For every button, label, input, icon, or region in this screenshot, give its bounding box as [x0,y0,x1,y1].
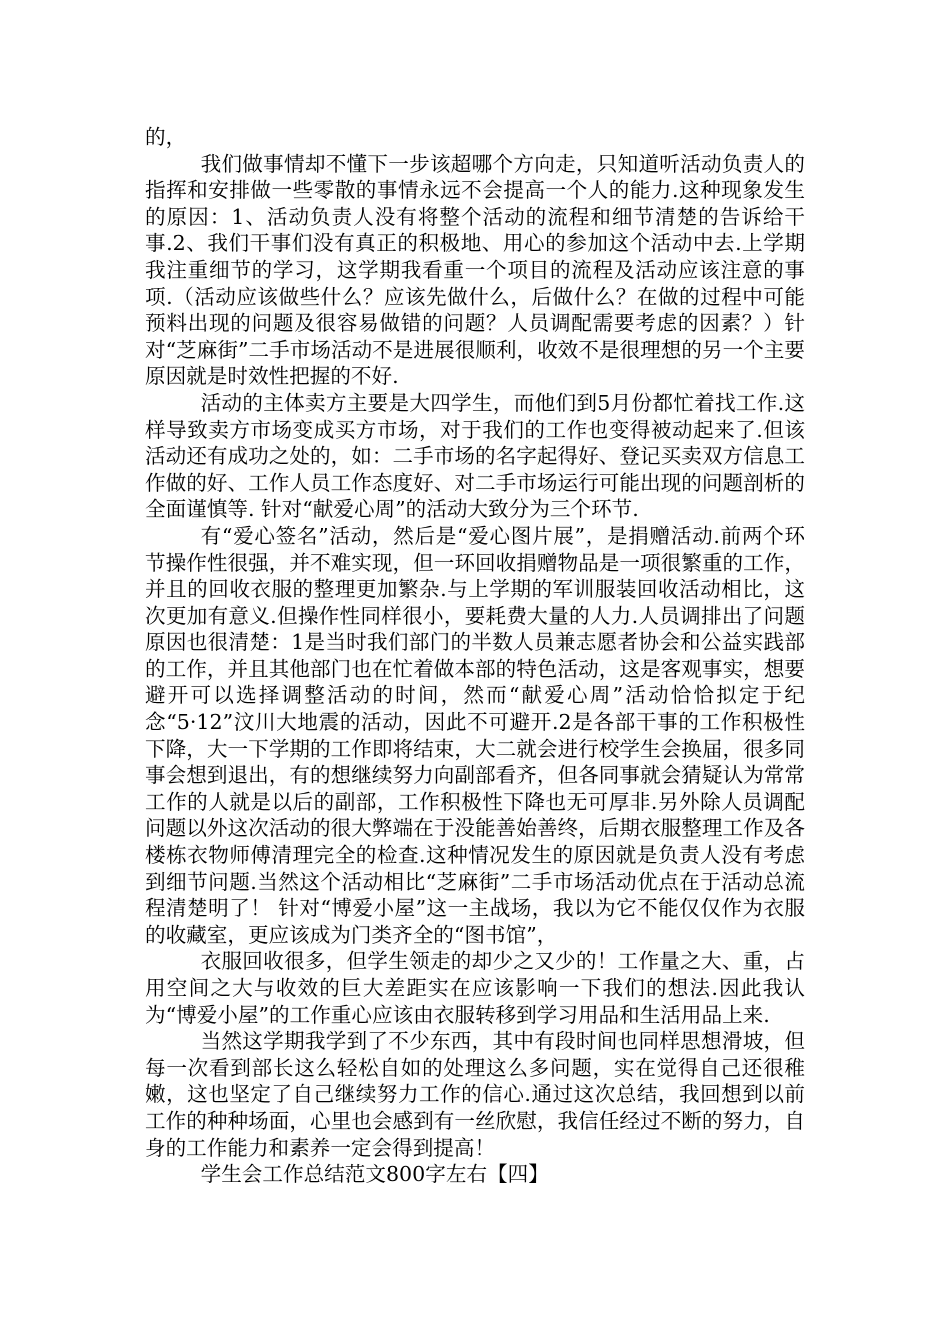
document-page [145,120,805,1188]
paragraph-2: 我们做事情却不懂下一步该超哪个方向走，只知道听活动负责人的指挥和安排做一些零散的事情永远不会提高一个人的能力.这种现象发生的原因：1、活动负责人没有将整个活动的流程和细节清楚的告诉给干事.2、我们干事们没有真正的积极地、用心的参加这个活动中去.上学期我注重细节的学习，这学期我看重一个项目的流程及活动应该注意的事项.（活动应该做些什么？应该先做什么，后做什么？在做的过程中可能预料出现的问题及很容易做错的问题？人员调配需要考虑的因素？）针对“芝麻街”二手市场活动不是进展很顺利，收效不是很理想的另一个主要原因就是时效性把握的不好. [145,151,805,389]
paragraph-4: 有“爱心签名”活动，然后是“爱心图片展”，是捐赠活动.前两个环节操作性很强，并不难实现，但一环回收捐赠物品是一项很繁重的工作，并且的回收衣服的整理更加繁杂.与上学期的军训服装回收活动相比，这次更加有意义.但操作性同样很小，要耗费大量的人力.人员调排出了问题原因也很清楚：1是当时我们部门的半数人员兼志愿者协会和公益实践部的工作，并且其他部门也在忙着做本部的特色活动，这是客观事实，想要避开可以选择调整活动的时间，然而“献爱心周”活动恰恰拟定于纪念“5·12”汶川大地震的活动，因此不可避开.2是各部干事的工作积极性下降，大一下学期的工作即将结束，大二就会进行校学生会换届，很多同事会想到退出，有的想继续努力向副部看齐，但各同事就会猜疑认为常常工作的人就是以后的副部，工作积极性下降也无可厚非.另外除人员调配问题以外这次活动的很大弊端在于没能善始善终，后期衣服整理工作及各楼栋衣物师傅清理完全的检查.这种情况发生的原因就是负责人没有考虑到细节问题.当然这个活动相比“芝麻街”二手市场活动优点在于活动总流程清楚明了！ 针对“博爱小屋”这一主战场，我以为它不能仅仅作为衣服的收藏室，更应该成为门类齐全的“图书馆”， [145,523,805,947]
paragraph-5: 衣服回收很多，但学生领走的却少之又少的！工作量之大、重，占用空间之大与收效的巨大差距实在应该影响一下我们的想法.因此我认为“博爱小屋”的工作重心应该由衣服转移到学习用品和生活用品上来. [145,949,805,1027]
section-heading: 学生会工作总结范文800字左右【四】 [200,1162,549,1187]
paragraph-6: 当然这学期我学到了不少东西，其中有段时间也同样思想滑坡，但每一次看到部长这么轻松自如的处理这么多问题，实在觉得自己还很稚嫩，这也坚定了自己继续努力工作的信心.通过这次总结，我回想到以前工作的种种场面，心里也会感到有一丝欣慰，我信任经过不断的努力，自身的工作能力和素养一定会得到提高！ [145,1029,805,1160]
paragraph-3: 活动的主体卖方主要是大四学生，而他们到5月份都忙着找工作.这样导致卖方市场变成买方市场，对于我们的工作也变得被动起来了.但该活动还有成功之处的，如：二手市场的名字起得好、登记买卖双方信息工作做的好、工作人员工作态度好、对二手市场运行可能出现的问题剖析的全面谨慎等. 针对“献爱心周”的活动大致分为三个环节. [145,390,805,522]
paragraph-1: 的， [145,125,187,149]
